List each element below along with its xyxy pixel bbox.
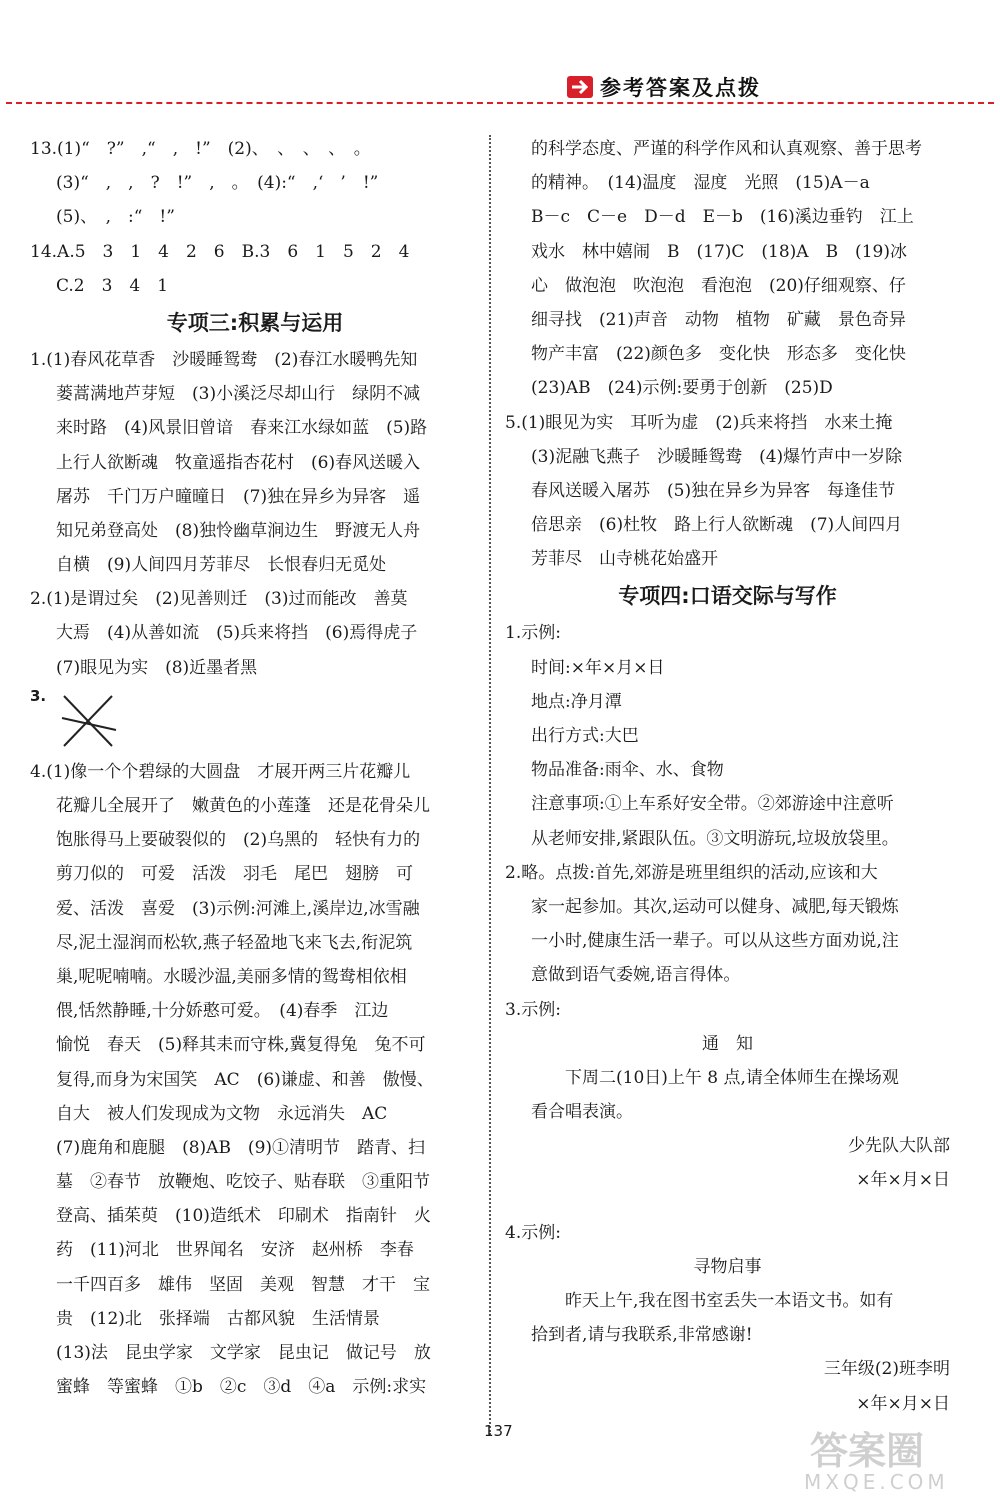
answer-line: 芳菲尽 山寺桃花始盛开 [531,549,718,570]
answer-line: 从老师安排,紧跟队伍。③文明游玩,垃圾放袋里。 [531,828,899,849]
answer-line: 细寻找 (21)声音 动物 植物 矿藏 景色奇异 [531,309,906,330]
answer-line: 地点:净月潭 [531,691,622,712]
answer-line: 偎,恬然静睡,十分娇憨可爱。 (4)春季 江边 [56,1001,389,1022]
lost-notice-title: 寻物启事 [693,1256,762,1277]
answer-line: (23)AB (24)示例:要勇于创新 (25)D [531,378,833,399]
answer-line: 花瓣儿全展开了 嫩黄色的小莲蓬 还是花骨朵儿 [56,796,430,816]
notice-body: 下周二(10日)上午 8 点,请全体师生在操场观 [565,1067,899,1088]
answer-line: B－c C－e D－d E－b (16)溪边垂钓 江上 [531,207,914,228]
answer-line: 大焉 (4)从善如流 (5)兵来将挡 (6)焉得虎子 [56,623,418,644]
answer-line: 爱、活泼 喜爱 (3)示例:河滩上,溪岸边,冰雪融 [56,898,420,919]
answer-line: 药 (11)河北 世界闻名 安济 赵州桥 李春 [56,1240,414,1261]
answer-line: 意做到语气委婉,语言得体。 [531,965,741,986]
watermark-logo: 答案圈 [810,1429,925,1473]
answer-line: 上行人欲断魂 牧童遥指杏花村 (6)春风送暖入 [56,452,421,473]
answer-line: 14.A.5 3 1 4 2 6 B.3 6 1 5 2 4 [30,241,410,262]
notice-title: 通 知 [702,1033,753,1054]
lost-notice-signer: 三年级(2)班李明 [823,1359,950,1380]
notice-date: ×年×月×日 [856,1170,950,1191]
answer-line: 倍思亲 (6)杜牧 路上行人欲断魂 (7)人间四月 [531,515,903,536]
arrow-right-icon [567,76,593,98]
answer-line: 春风送暖入屠苏 (5)独在异乡为异客 每逢佳节 [531,480,896,501]
answer-line: 墓 ②春节 放鞭炮、吃饺子、贴春联 ③重阳节 [56,1172,430,1193]
right-column [505,132,950,1421]
answer-line: 巢,呢呢喃喃。水暖沙温,美丽多情的鸳鸯相依相 [56,966,407,987]
answer-line: 自横 (9)人间四月芳菲尽 长恨春归无觅处 [56,555,387,576]
answer-line: 注意事项:①上车系好安全带。②郊游途中注意听 [531,794,894,815]
answer-line: 物产丰富 (22)颜色多 变化快 形态多 变化快 [531,344,906,365]
answer-line: 4.示例: [505,1222,561,1243]
left-column [30,132,480,1404]
section-title: 专项三:积累与运用 [166,310,344,335]
answer-line: 愉悦 春天 (5)释其耒而守株,冀复得兔 兔不可 [56,1035,426,1056]
answer-line: 自大 被人们发现成为文物 永远消失 AC [56,1103,388,1124]
answer-line: 的科学态度、严谨的科学作风和认真观察、善于思考 [531,139,922,159]
header-divider [6,102,994,104]
answer-line: 蒌蒿满地芦芽短 (3)小溪泛尽却山行 绿阴不减 [56,384,421,405]
watermark-url: MXQE.COM [804,1470,949,1494]
answer-line: 知兄弟登高处 (8)独怜幽草涧边生 野渡无人舟 [56,520,421,541]
answer-line: 心 做泡泡 吹泡泡 看泡泡 (20)仔细观察、仔 [531,275,906,296]
answer-line: 1.(1)春风花草香 沙暖睡鸳鸯 (2)春江水暖鸭先知 [30,349,418,370]
answer-line: 一千四百多 雄伟 坚固 美观 智慧 才干 宝 [56,1274,430,1295]
answer-line: 1.示例: [505,623,561,644]
notice-signer: 少先队大队部 [848,1136,950,1157]
answer-line: (5)、 , :“ !” [56,207,175,228]
answer-line: (3)“ , , ? !” , 。 (4):“ ,‘ ’ !” [56,173,379,194]
lost-notice-date: ×年×月×日 [856,1393,950,1414]
answer-line: 家一起参加。其次,运动可以健身、减肥,每天锻炼 [531,896,899,917]
answer-line: 出行方式:大巴 [531,726,639,746]
answer-line: C.2 3 4 1 [56,275,169,296]
answer-line: 剪刀似的 可爱 活泼 羽毛 尾巴 翅膀 可 [56,864,413,885]
answer-line: (7)眼见为实 (8)近墨者黑 [56,657,258,678]
answer-line: 尽,泥土湿润而松软,燕子轻盈地飞来飞去,衔泥筑 [56,932,413,953]
page-header-title: 参考答案及点拨 [600,76,761,100]
notice-body: 看合唱表演。 [531,1102,633,1123]
answer-line: 贵 (12)北 张择端 古都风貌 生活情景 [56,1308,380,1329]
answer-line: 物品准备:雨伞、水、食物 [531,760,724,781]
answer-line: 戏水 林中嬉闹 B (17)C (18)A B (19)冰 [531,241,907,262]
answer-line: 屠苏 千门万户曈曈日 (7)独在异乡为异客 遥 [56,486,421,507]
page-number: 137 [484,1422,513,1440]
lost-notice-body: 拾到者,请与我联系,非常感谢! [531,1325,753,1346]
answer-line: 来时路 (4)风景旧曾谙 春来江水绿如蓝 (5)路 [56,418,428,439]
answer-line: 4.(1)像一个个碧绿的大圆盘 才展开两三片花瓣儿 [30,761,411,782]
item-label: 3. [30,686,47,705]
answer-line: 3.示例: [505,999,561,1020]
answer-line: 13.(1)“ ?” ,“ , !” (2)、 、 、 、 。 [30,139,371,159]
answer-line: 2.略。点拨:首先,郊游是班里组织的活动,应该和大 [505,862,878,883]
column-divider [489,135,491,1435]
answer-line: 2.(1)是谓过矣 (2)见善则迁 (3)过而能改 善莫 [30,589,408,610]
answer-line: (13)法 昆虫学家 文学家 昆虫记 做记号 放 [56,1343,431,1363]
answer-line: 的精神。 (14)温度 湿度 光照 (15)A－a [531,173,870,194]
answer-line: 饱胀得马上要破裂似的 (2)乌黑的 轻快有力的 [56,830,421,851]
section-title: 专项四:口语交际与写作 [618,584,837,609]
matching-diagram [30,685,480,755]
answer-line: 复得,而身为宋国笑 AC (6)谦虚、和善 傲慢、 [56,1069,434,1090]
answer-line: 5.(1)眼见为实 耳听为虚 (2)兵来将挡 水来土掩 [505,412,893,433]
answer-line: 蜜蜂 等蜜蜂 ①b ②c ③d ④a 示例:求实 [56,1377,427,1398]
answer-line: 时间:×年×月×日 [531,657,665,678]
lost-notice-body: 昨天上午,我在图书室丢失一本语文书。如有 [565,1291,894,1311]
answer-line: 登高、插茱萸 (10)造纸术 印刷术 指南针 火 [56,1206,431,1227]
crossed-lines-icon [60,690,120,752]
answer-line: 一小时,健康生活一辈子。可以从这些方面劝说,注 [531,931,899,952]
answer-line: (7)鹿角和鹿腿 (8)AB (9)①清明节 踏青、扫 [56,1137,426,1158]
answer-line: (3)泥融飞燕子 沙暖睡鸳鸯 (4)爆竹声中一岁除 [531,446,903,467]
watermark [800,1420,990,1492]
